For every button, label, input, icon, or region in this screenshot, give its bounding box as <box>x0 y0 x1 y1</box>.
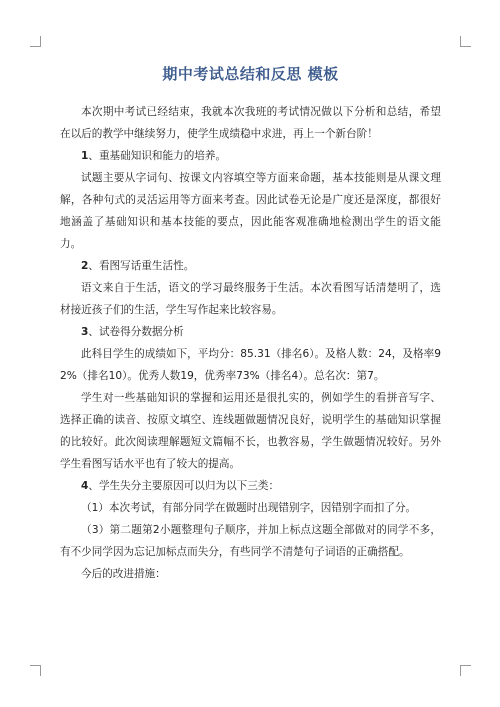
intro-paragraph: 本次期中考试已经结束，我就本次我班的考试情况做以下分析和总结，希望在以后的教学中继续努力，使学生成绩稳中求进，再上一个新台阶！ <box>60 106 441 140</box>
section-number: 3 <box>81 326 89 338</box>
paragraph-score-stats: 此科目学生的成绩如下，平均分：85.31（排名6）。及格人数：24，及格率92%（排名10）。优秀人数19，优秀率73%（排名4）。总名次：第7。 <box>60 348 441 382</box>
section-heading-text: 、重基础知识和能力的培养。 <box>88 150 227 162</box>
section-heading-2 <box>60 255 441 277</box>
page-corner-mark-bottom-left <box>30 665 41 676</box>
section-number: 4 <box>81 480 89 492</box>
page-corner-mark-top-left <box>30 36 41 47</box>
section-heading-text: 、试卷得分数据分析 <box>88 326 184 338</box>
document-title: 期中考试总结和反思 模板 <box>162 65 339 83</box>
paragraph-basic-skills: 试题主要从字词句、按课文内容填空等方面来命题，基本技能则是从课文理解，各种句式的灵活运用等方面来考查。因此试卷无论是广度还是深度，都很好地涵盖了基础知识和基本技能的要点，因此能客观准确地检测出学生的语文能力。 <box>60 172 441 250</box>
page-corner-mark-top-right <box>460 36 471 47</box>
page-corner-mark-bottom-right <box>460 665 471 676</box>
section-heading-3 <box>60 321 441 343</box>
section-number: 1 <box>81 150 89 162</box>
paragraph-picture-writing: 语文来自于生活，语文的学习最终服务于生活。本次看图写话清楚明了，选材接近孩子们的生活，学生写作起来比较容易。 <box>60 282 441 316</box>
section-heading-1 <box>60 145 441 167</box>
document-page <box>60 63 441 585</box>
paragraph-knowledge-mastery: 学生对一些基础知识的掌握和运用还是很扎实的，例如学生的看拼音写字、选择正确的读音、按原文填空、连线题做题情况良好，说明学生的基础知识掌握的比较好。此次阅读理解题短文篇幅不长，也教容易，学生做题情况较好。另外学生看图写话水平也有了较大的提高。 <box>60 392 441 470</box>
paragraph-reason-3: （3）第二题第2小题整理句子顺序，并加上标点这题全部做对的同学不多，有不少同学因为忘记加标点而失分，有些同学不清楚句子词语的正确搭配。 <box>60 524 441 558</box>
section-heading-text: 、学生失分主要原因可以归为以下三类： <box>88 480 280 492</box>
section-number: 2 <box>81 260 89 272</box>
paragraph-reason-1: （1）本次考试，有部分同学在做题时出现错别字，因错别字而扣了分。 <box>81 502 417 514</box>
section-heading-4 <box>60 475 441 497</box>
paragraph-improvement-measures: 今后的改进措施： <box>81 568 166 580</box>
section-heading-text: 、看图写话重生活性。 <box>88 260 195 272</box>
